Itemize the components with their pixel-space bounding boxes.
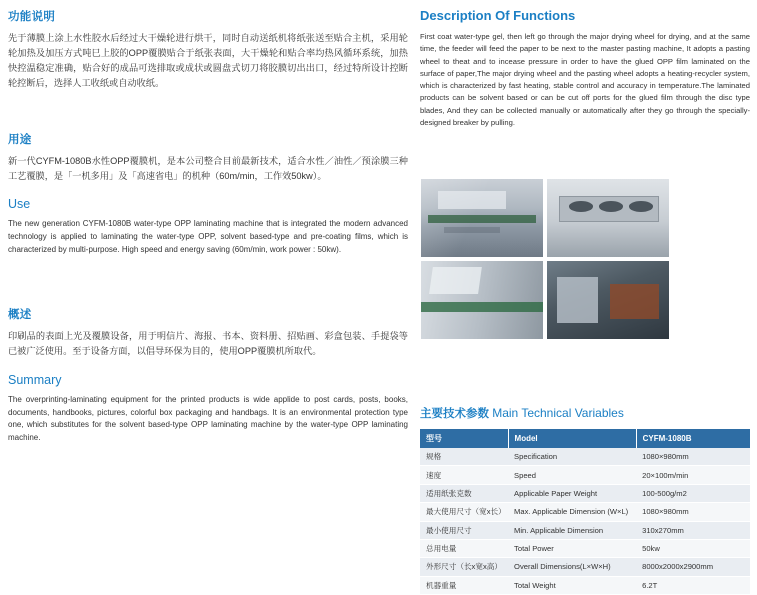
cell-label-en: Min. Applicable Dimension [508,521,636,539]
cell-value: 8000x2000x2900mm [636,558,750,576]
specifications-section [420,405,750,595]
cell-label-cn: 规格 [420,448,508,466]
table-row [420,466,750,484]
summary-title-cn: 概述 [8,309,32,322]
summary-title-en: Summary [8,373,62,388]
use-title-cn: 用途 [8,133,32,146]
cell-label-en: Applicable Paper Weight [508,484,636,502]
specifications-title-en: Main Technical Variables [492,406,624,420]
control-panel-photo [546,178,670,258]
cell-value: 1080×980mm [636,503,750,521]
summary-body-en: The overprinting-laminating equipment for the printed products is wide applide to post cards, posts, books, documents, handbooks, pictures, colorful box packaging and handbags. It is an environmental protection type one, which substitutes for the solvent based-type OPP laminating machine by the water-type OPP laminating machine. [8,395,408,442]
table-row [420,484,750,502]
specifications-table [420,429,750,595]
table-header-row [420,429,750,448]
laminating-machine-line-photo [420,178,544,258]
table-row [420,503,750,521]
cell-label-en: Overall Dimensions(L×W×H) [508,558,636,576]
table-header-value: CYFM-1080B [636,429,750,448]
cell-value: 310x270mm [636,521,750,539]
use-body-cn: 新一代CYFM-1080B水性OPP覆膜机，是本公司整合目前最新技术，适合水性／油性／预涂膜三种工艺覆膜，是「一机多用」及「高速省电」的机种（60m/min，工作效50kw）。 [8,155,408,181]
cell-label-cn: 机器重量 [420,576,508,594]
description-body: First coat water-type gel, then left go through the major drying wheel for drying, and at the same time, the feeder will feed the paper to be next to the master pasting machine, It adopts a pasting wheel to theat and to incease pressure in order to have the glued OPP film laminated on the surface of paper,The major drying wheel and the pasting wheel adopts a heating-recycler system, which is characterized by fast heating, stable control and accuracy in temperature.The laminated products can be solvent based or can be cut off ports for the glued film through the disc type blades, And they can be collected manually or automatically after they go through the specially-designed breaker by pulling. [420,32,750,128]
table-row [420,539,750,557]
cell-value: 20×100m/min [636,466,750,484]
specifications-title [420,405,750,421]
summary-body-cn: 印刷品的表面上光及覆膜设备，用于明信片、海报、书本、资料册、招贴画、彩盒包装、手提袋等已被广泛使用。至于设备方面，以倡导环保为目的，使用OPP覆膜机所取代。 [8,331,408,357]
use-section [8,131,408,257]
cell-value: 1080×980mm [636,448,750,466]
cell-label-cn: 适用纸张克数 [420,484,508,502]
cell-label-en: Speed [508,466,636,484]
photo-gallery [420,178,750,343]
right-column [420,8,750,137]
table-row [420,558,750,576]
cell-value: 50kw [636,539,750,557]
machine-side-view-photo [420,260,544,340]
table-row [420,448,750,466]
table-row [420,576,750,594]
summary-section [8,306,408,444]
cell-label-en: Specification [508,448,636,466]
description-title: Description Of Functions [420,8,576,23]
left-column [8,8,408,462]
use-title-en: Use [8,197,31,212]
functions-section [8,8,408,91]
cell-label-cn: 速度 [420,466,508,484]
table-row [420,521,750,539]
table-header-model-en: Model [508,429,636,448]
cell-label-en: Max. Applicable Dimension (W×L) [508,503,636,521]
use-body-en: The new generation CYFM-1080B water-type OPP laminating machine that is integrated the modern advanced technology is applied to laminating the water-type OPP, solvent based-type and pre-coating films, which is characterized by multi-purpose. High speed and energy saving (60m/min, work power : 50kw). [8,219,408,254]
specifications-title-cn: 主要技术参数 [420,408,489,420]
functions-title-cn: 功能说明 [8,11,56,23]
cell-label-cn: 总用电量 [420,539,508,557]
cell-label-cn: 最小使用尺寸 [420,521,508,539]
cell-label-en: Total Power [508,539,636,557]
film-roll-photo [546,260,670,340]
cell-value: 100-500g/m2 [636,484,750,502]
functions-body-cn: 先于薄膜上涂上水性胶水后经过大干燥轮进行烘干，同时自动送纸机将纸张送至贴合主机，采用轮轮加热及加压方式吨巳上胶的OPP覆膜贴合于纸张表面，大干燥轮和贴合率均热风循环系统，加热快控温稳定准确，贴合好的成品可选排取或成状或圆盘式切刀将胶膜切出出口，经过特所设计控断轮控断后，选择人工收纸或自动收纸。 [8,33,408,88]
cell-value: 6.2T [636,576,750,594]
cell-label-cn: 外形尺寸（长x宽x高） [420,558,508,576]
cell-label-en: Total Weight [508,576,636,594]
table-header-model-cn: 型号 [420,429,508,448]
cell-label-cn: 最大使用尺寸（宽x长） [420,503,508,521]
